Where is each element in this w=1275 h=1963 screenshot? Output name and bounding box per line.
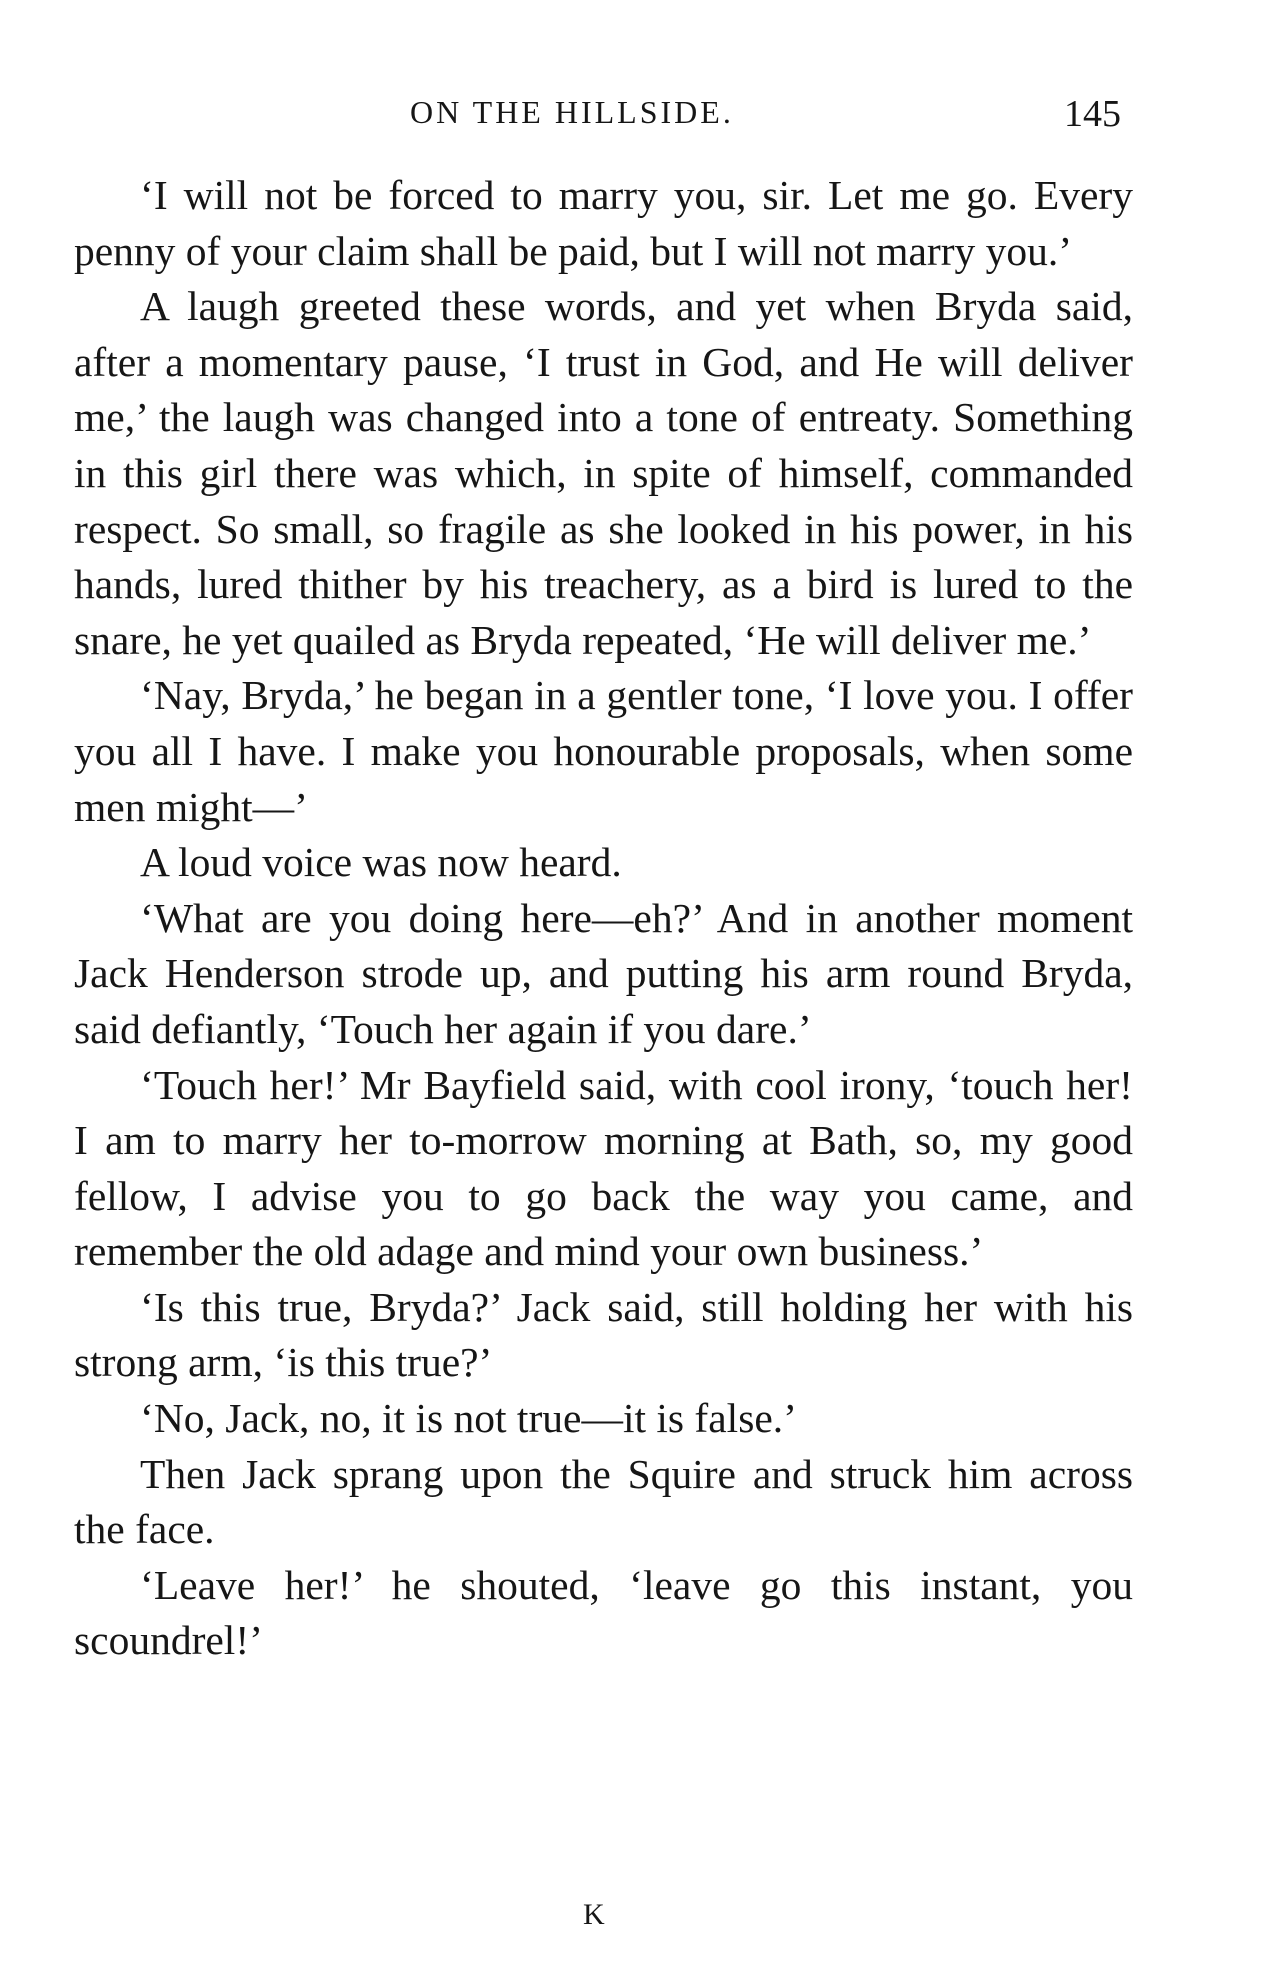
paragraph: ‘Nay, Bryda,’ he began in a gentler tone, ‘I love you. I offer you all I have. I make you honourable proposals, when some men might—’ <box>74 672 1133 830</box>
paragraph: ‘Is this true, Bryda?’ Jack said, still holding her with his strong arm, ‘is this true?’ <box>74 1283 1133 1386</box>
paragraph: ‘I will not be forced to marry you, sir. Let me go. Every penny of your claim shall be paid, but I will not marry you.’ <box>74 172 1133 274</box>
paragraph: ‘What are you doing here—eh?’ And in another moment Jack Henderson strode up, and putting his arm round Bryda, said defiantly, ‘Touch her again if you dare.’ <box>74 894 1133 1052</box>
paragraph: A loud voice was now heard. <box>140 839 622 886</box>
running-title: ON THE HILLSIDE. <box>410 94 734 130</box>
page-number: 145 <box>1064 93 1121 135</box>
signature-mark: K <box>583 1898 606 1931</box>
paragraph: ‘Touch her!’ Mr Bayfield said, with cool irony, ‘touch her! I am to marry her to-morrow morning at Bath, so, my good fellow, I advise you to go back the way you came, and remember the old adage and mind your own business.’ <box>74 1061 1133 1275</box>
paragraph: ‘No, Jack, no, it is not true—it is false.’ <box>140 1395 797 1442</box>
body-text <box>74 168 1133 1669</box>
paragraph: ‘Leave her!’ he shouted, ‘leave go this instant, you scoundrel!’ <box>74 1561 1133 1664</box>
running-head <box>0 94 1275 144</box>
paragraph: Then Jack sprang upon the Squire and struck him across the face. <box>74 1450 1133 1553</box>
paragraph: A laugh greeted these words, and yet when Bryda said, after a momentary pause, ‘I trust in God, and He will deliver me,’ the laugh was changed into a tone of entreaty. Something in this girl there was which, in spite of himself, commanded respect. So small, so fragile as she looked in his power, in his hands, lured thither by his treachery, as a bird is lured to the snare, he yet quailed as Bryda repeated, ‘He will deliver me.’ <box>74 283 1133 663</box>
